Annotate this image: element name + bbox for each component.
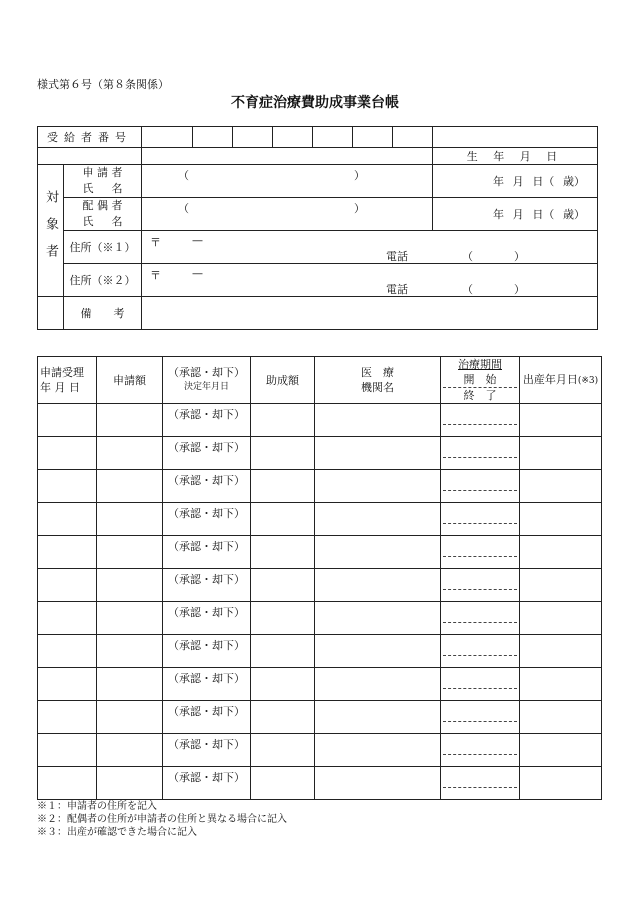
period-divider [443,622,517,623]
period-cell[interactable] [441,635,520,668]
period-cell[interactable] [441,767,520,800]
recipient-number-digit-1[interactable] [142,127,193,148]
decision-text: （承認・却下） [168,408,245,421]
col-start-label: 開 始 [463,373,497,386]
grant-amount-cell[interactable] [251,701,315,734]
receipt-date-cell[interactable] [38,404,97,437]
receipt-date-cell[interactable] [38,602,97,635]
birth-date-cell[interactable] [520,767,602,800]
period-cell[interactable] [441,602,520,635]
decision-cell[interactable] [163,734,251,767]
col-receipt-date-label: 申請受理 年 月 日 [40,366,84,394]
receipt-date-cell[interactable] [38,635,97,668]
birth-date-cell[interactable] [520,569,602,602]
table-row [38,635,602,668]
address2-postal-dash: — [192,267,203,280]
table-row [38,602,602,635]
applied-amount-cell[interactable] [97,569,163,602]
birth-date-cell[interactable] [520,503,602,536]
birth-date-cell[interactable] [520,602,602,635]
address1-postal-mark: 〒 [150,236,161,249]
recipient-number-digit-2[interactable] [193,127,233,148]
page-title: 不育症治療費助成事業台帳 [231,95,399,111]
period-divider [443,523,517,524]
recipient-number-digit-5[interactable] [313,127,353,148]
institution-cell[interactable] [315,503,441,536]
period-divider [443,424,517,425]
grant-amount-cell[interactable] [251,602,315,635]
institution-cell[interactable] [315,437,441,470]
receipt-date-cell[interactable] [38,701,97,734]
receipt-date-cell[interactable] [38,668,97,701]
spouse-paren-open: （ [178,202,189,215]
period-divider [443,787,517,788]
period-divider [443,490,517,491]
institution-cell[interactable] [315,536,441,569]
spouse-birth-field[interactable] [433,198,598,231]
decision-text: （承認・却下） [168,540,245,553]
table-row [38,404,602,437]
table-row [38,470,602,503]
applied-amount-cell[interactable] [97,536,163,569]
table-row [38,503,602,536]
receipt-date-cell[interactable] [38,503,97,536]
birth-date-cell[interactable] [520,437,602,470]
col-institution [315,357,441,404]
address1-postal-dash: — [192,234,203,247]
decision-cell[interactable] [163,437,251,470]
col-treatment-period-label: 治療期間 [458,358,502,371]
note-1: ※１：申請者の住所を記入 [37,801,157,812]
col-end-label: 終 了 [463,389,497,402]
applicant-birth-field[interactable] [433,165,598,198]
subject-label-cell [38,165,64,297]
birth-date-cell[interactable] [520,701,602,734]
decision-cell[interactable] [163,767,251,800]
address1-label: 住所（※１） [64,231,142,264]
decision-text: （承認・却下） [168,441,245,454]
period-cell[interactable] [441,437,520,470]
address2-phone-label: 電話 [386,283,408,296]
recipient-number-digit-7[interactable] [393,127,433,148]
recipient-number-digit-4[interactable] [273,127,313,148]
birth-date-label: 生 年 月 日 [433,148,598,165]
period-cell[interactable] [441,404,520,437]
grant-amount-cell[interactable] [251,569,315,602]
table-row [38,569,602,602]
grant-amount-cell[interactable] [251,767,315,800]
grant-amount-cell[interactable] [251,536,315,569]
decision-cell[interactable] [163,668,251,701]
period-cell[interactable] [441,734,520,767]
col-birth-note: (※3) [577,375,599,386]
period-divider [443,457,517,458]
applicant-label-line1: 申 請 者 [82,166,123,179]
birth-date-cell[interactable] [520,470,602,503]
applicant-paren-close: ） [354,169,365,182]
period-cell[interactable] [441,503,520,536]
col-decision-date-label: 決定年月日 [183,382,229,392]
table-row [38,734,602,767]
recipient-number-digit-6[interactable] [353,127,393,148]
applied-amount-cell[interactable] [97,602,163,635]
period-cell[interactable] [441,470,520,503]
spouse-label-line2: 氏 名 [82,215,123,228]
receipt-date-cell[interactable] [38,569,97,602]
applied-amount-cell[interactable] [97,503,163,536]
address2-field[interactable] [142,264,598,297]
decision-text: （承認・却下） [168,639,245,652]
note-2: ※２：配偶者の住所が申請者の住所と異なる場合に記入 [37,814,287,825]
decision-cell[interactable] [163,536,251,569]
institution-cell[interactable] [315,767,441,800]
recipient-extra-cell [433,127,598,148]
col-birth-date [520,357,602,404]
applied-amount-cell[interactable] [97,404,163,437]
applied-amount-cell[interactable] [97,701,163,734]
decision-cell[interactable] [163,503,251,536]
period-divider [443,688,517,689]
grant-amount-cell[interactable] [251,635,315,668]
decision-text: （承認・却下） [168,507,245,520]
table-row [38,767,602,800]
applied-amount-cell[interactable] [97,767,163,800]
grant-amount-cell[interactable] [251,734,315,767]
address2-label: 住所（※２） [64,264,142,297]
decision-cell[interactable] [163,701,251,734]
decision-cell[interactable] [163,635,251,668]
receipt-date-cell[interactable] [38,437,97,470]
period-cell[interactable] [441,668,520,701]
institution-cell[interactable] [315,701,441,734]
applicant-birth-date: 年 月 日（ 歳） [493,175,585,188]
decision-cell[interactable] [163,569,251,602]
decision-text: （承認・却下） [168,771,245,784]
col-grant-amount: 助成額 [251,357,315,404]
birth-date-cell[interactable] [520,734,602,767]
receipt-date-cell[interactable] [38,470,97,503]
col-institution-label: 医 療 機関名 [361,366,394,394]
institution-cell[interactable] [315,602,441,635]
spouse-paren-close: ） [354,202,365,215]
decision-cell[interactable] [163,404,251,437]
period-divider [443,655,517,656]
birth-date-cell[interactable] [520,536,602,569]
period-divider [443,589,517,590]
ledger-table [37,356,602,800]
period-cell[interactable] [441,569,520,602]
decision-cell[interactable] [163,602,251,635]
table-row [38,668,602,701]
institution-cell[interactable] [315,569,441,602]
spouse-label-line1: 配 偶 者 [82,199,123,212]
grant-amount-cell[interactable] [251,668,315,701]
institution-cell[interactable] [315,734,441,767]
decision-cell[interactable] [163,470,251,503]
institution-cell[interactable] [315,635,441,668]
col-birth-date-label: 出産年月日 [522,372,578,386]
receipt-date-cell[interactable] [38,536,97,569]
spouse-name-field[interactable] [142,198,433,231]
decision-text: （承認・却下） [168,474,245,487]
applicant-label-line2: 氏 名 [82,182,123,195]
col-treatment-period [441,357,520,404]
period-divider [443,721,517,722]
recipient-number-label: 受給者番号 [38,127,142,148]
institution-cell[interactable] [315,470,441,503]
address1-phone-label: 電話 [386,250,408,263]
note-3: ※３：出産が確認できた場合に記入 [37,827,197,838]
applied-amount-cell[interactable] [97,437,163,470]
birth-date-cell[interactable] [520,404,602,437]
decision-text: （承認・却下） [168,738,245,751]
applicant-name-field[interactable] [142,165,433,198]
address2-phone-open: （ [462,283,473,296]
applied-amount-cell[interactable] [97,734,163,767]
period-cell[interactable] [441,536,520,569]
decision-text: （承認・却下） [168,705,245,718]
institution-cell[interactable] [315,668,441,701]
period-divider [443,754,517,755]
receipt-date-cell[interactable] [38,767,97,800]
address1-phone-open: （ [462,250,473,263]
applied-amount-cell[interactable] [97,635,163,668]
grant-amount-cell[interactable] [251,503,315,536]
applicant-name-label [64,165,142,198]
address2-postal-mark: 〒 [150,269,161,282]
form-number: 様式第６号（第８条関係） [37,78,169,91]
birth-date-cell[interactable] [520,635,602,668]
decision-text: （承認・却下） [168,672,245,685]
address1-phone-close: ） [514,250,525,263]
decision-text: （承認・却下） [168,606,245,619]
remarks-field[interactable] [142,297,598,330]
birth-date-cell[interactable] [520,668,602,701]
table-row [38,701,602,734]
address1-field[interactable] [142,231,598,264]
table-row [38,536,602,569]
decision-text: （承認・却下） [168,573,245,586]
grant-amount-cell[interactable] [251,437,315,470]
spouse-birth-date: 年 月 日（ 歳） [493,208,585,221]
remarks-label: 備 考 [64,297,142,330]
applicant-paren-open: （ [178,169,189,182]
grant-amount-cell[interactable] [251,404,315,437]
institution-cell[interactable] [315,404,441,437]
col-applied-amount: 申請額 [97,357,163,404]
period-cell[interactable] [441,701,520,734]
address2-phone-close: ） [514,283,525,296]
col-receipt-date [38,357,97,404]
recipient-info-table [37,126,598,330]
period-divider [443,556,517,557]
col-decision [163,357,251,404]
table-row [38,437,602,470]
applied-amount-cell[interactable] [97,470,163,503]
recipient-number-digit-3[interactable] [233,127,273,148]
subject-label: 対象者 [43,190,58,271]
spouse-name-label [64,198,142,231]
receipt-date-cell[interactable] [38,734,97,767]
ledger-body [38,404,602,800]
applied-amount-cell[interactable] [97,668,163,701]
grant-amount-cell[interactable] [251,470,315,503]
col-decision-label: （承認・却下） [168,366,245,379]
